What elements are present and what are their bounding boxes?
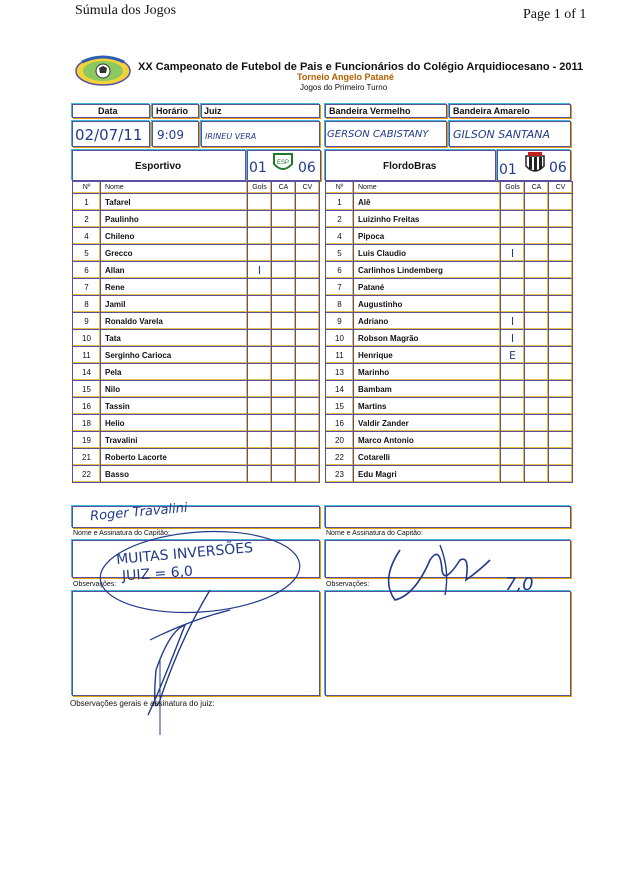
player-number: 10: [73, 330, 101, 347]
player-row: [73, 211, 320, 228]
player-name: Augustinho: [354, 296, 501, 313]
player-goals: [501, 228, 525, 245]
juiz-value: IRINEU VERA: [205, 132, 257, 141]
player-goals: [248, 296, 272, 313]
player-number: 16: [326, 415, 354, 432]
player-number: 9: [73, 313, 101, 330]
captain-right-signature-drawing: [370, 540, 550, 610]
player-name: Luizinho Freitas: [354, 211, 501, 228]
player-yellow-cards: [525, 296, 549, 313]
obs-right-handwriting: 7,0: [505, 574, 534, 595]
captain-left-signature: Roger Travalini: [89, 500, 189, 525]
player-goals: [248, 398, 272, 415]
player-number: 4: [73, 228, 101, 245]
player-yellow-cards: [272, 466, 296, 483]
player-yellow-cards: [272, 194, 296, 211]
player-name: Ronaldo Varela: [101, 313, 248, 330]
player-number: 14: [326, 381, 354, 398]
player-name: Tata: [101, 330, 248, 347]
data-value: 02/07/11: [75, 126, 143, 144]
player-yellow-cards: [525, 279, 549, 296]
player-name: Cotarelli: [354, 449, 501, 466]
player-goals: [248, 313, 272, 330]
player-yellow-cards: [525, 432, 549, 449]
player-goals: [501, 279, 525, 296]
page-header-left: Súmula dos Jogos: [75, 3, 177, 18]
player-row: [326, 381, 573, 398]
player-row: [73, 296, 320, 313]
player-goals: [248, 449, 272, 466]
player-yellow-cards: [272, 449, 296, 466]
player-red-cards: [296, 415, 320, 432]
player-row: [326, 228, 573, 245]
player-number: 4: [326, 228, 354, 245]
player-yellow-cards: [272, 415, 296, 432]
player-number: 22: [326, 449, 354, 466]
player-number: 5: [326, 245, 354, 262]
player-name: Marco Antonio: [354, 432, 501, 449]
data-label: Data: [98, 106, 118, 116]
player-red-cards: [296, 466, 320, 483]
player-number: 7: [73, 279, 101, 296]
player-goals: [501, 296, 525, 313]
bandeira-amarelo-value: GILSON SANTANA: [453, 128, 550, 141]
player-number: 2: [73, 211, 101, 228]
player-row: [73, 228, 320, 245]
player-name: Paulinho: [101, 211, 248, 228]
player-name: Pipoca: [354, 228, 501, 245]
player-red-cards: [549, 279, 573, 296]
player-number: 6: [73, 262, 101, 279]
roster-header-row: [326, 182, 573, 194]
roster-left-table: [72, 181, 320, 483]
player-number: 10: [326, 330, 354, 347]
captain-right-label: Nome e Assinatura do Capitão:: [326, 530, 423, 537]
player-row: [326, 330, 573, 347]
player-goals: [501, 398, 525, 415]
player-number: 8: [326, 296, 354, 313]
player-red-cards: [549, 381, 573, 398]
player-yellow-cards: [525, 228, 549, 245]
player-red-cards: [296, 194, 320, 211]
player-goals: [501, 466, 525, 483]
player-row: [73, 279, 320, 296]
player-red-cards: [296, 398, 320, 415]
player-name: Pela: [101, 364, 248, 381]
player-name: Tafarel: [101, 194, 248, 211]
player-name: Roberto Lacorte: [101, 449, 248, 466]
player-red-cards: [296, 279, 320, 296]
player-goals: I: [501, 330, 525, 347]
column-header-ca: CA: [525, 182, 549, 194]
player-yellow-cards: [525, 245, 549, 262]
player-number: 1: [73, 194, 101, 211]
player-row: [326, 262, 573, 279]
player-name: Serginho Carioca: [101, 347, 248, 364]
player-row: [73, 415, 320, 432]
player-yellow-cards: [272, 432, 296, 449]
player-number: 9: [326, 313, 354, 330]
player-name: Edu Magri: [354, 466, 501, 483]
juiz-label: Juiz: [204, 106, 222, 116]
player-row: [326, 415, 573, 432]
player-goals: [501, 415, 525, 432]
player-name: Travalini: [101, 432, 248, 449]
player-yellow-cards: [272, 364, 296, 381]
player-number: 16: [73, 398, 101, 415]
bandeira-vermelho-label: Bandeira Vermelho: [329, 106, 411, 116]
player-row: [326, 398, 573, 415]
player-red-cards: [549, 347, 573, 364]
player-red-cards: [549, 398, 573, 415]
player-name: Helio: [101, 415, 248, 432]
player-goals: [248, 381, 272, 398]
general-obs-label: Observações gerais e assinatura do juiz:: [70, 699, 215, 708]
player-goals: [248, 228, 272, 245]
player-row: [73, 381, 320, 398]
player-goals: [248, 211, 272, 228]
player-name: Robson Magrão: [354, 330, 501, 347]
player-yellow-cards: [525, 211, 549, 228]
horario-label: Horário: [156, 106, 189, 116]
player-number: 15: [326, 398, 354, 415]
player-number: 14: [73, 364, 101, 381]
captain-right-box: [325, 506, 571, 528]
player-row: [326, 211, 573, 228]
player-name: Valdir Zander: [354, 415, 501, 432]
player-name: Patané: [354, 279, 501, 296]
player-red-cards: [296, 432, 320, 449]
player-yellow-cards: [272, 245, 296, 262]
player-row: [73, 262, 320, 279]
player-number: 23: [326, 466, 354, 483]
roster-right-table: [325, 181, 573, 483]
player-row: [326, 466, 573, 483]
player-number: 11: [73, 347, 101, 364]
player-row: [73, 449, 320, 466]
player-goals: [248, 415, 272, 432]
horario-value: 9:09: [157, 128, 184, 142]
player-name: Chileno: [101, 228, 248, 245]
player-name: Tassin: [101, 398, 248, 415]
player-goals: [248, 347, 272, 364]
player-row: [326, 245, 573, 262]
player-red-cards: [296, 381, 320, 398]
title-line-2: Torneio Angelo Patané: [297, 72, 395, 82]
player-yellow-cards: [525, 194, 549, 211]
player-row: [73, 364, 320, 381]
player-row: [73, 330, 320, 347]
column-header-name: Nome: [101, 182, 248, 194]
player-goals: [501, 211, 525, 228]
player-row: [326, 432, 573, 449]
player-goals: [248, 194, 272, 211]
player-row: [73, 466, 320, 483]
player-red-cards: [549, 415, 573, 432]
player-name: Martins: [354, 398, 501, 415]
player-row: [73, 245, 320, 262]
player-number: 1: [326, 194, 354, 211]
tournament-logo: [74, 54, 132, 86]
player-goals: [248, 432, 272, 449]
player-row: [73, 398, 320, 415]
player-row: [326, 364, 573, 381]
player-goals: E: [501, 347, 525, 364]
player-goals: I: [501, 245, 525, 262]
player-yellow-cards: [525, 330, 549, 347]
page-header-right: Page 1 of 1: [523, 7, 587, 22]
player-row: [326, 296, 573, 313]
player-red-cards: [549, 296, 573, 313]
bandeira-vermelho-value: GERSON CABISTANY: [327, 129, 429, 140]
player-row: [326, 279, 573, 296]
player-red-cards: [296, 449, 320, 466]
player-name: Carlinhos Lindemberg: [354, 262, 501, 279]
player-red-cards: [296, 364, 320, 381]
player-yellow-cards: [272, 330, 296, 347]
player-goals: [501, 449, 525, 466]
player-yellow-cards: [272, 211, 296, 228]
player-yellow-cards: [525, 313, 549, 330]
player-number: 21: [73, 449, 101, 466]
column-header-gols: Gols: [501, 182, 525, 194]
player-goals: [248, 364, 272, 381]
player-number: 20: [326, 432, 354, 449]
player-red-cards: [549, 449, 573, 466]
player-number: 18: [73, 415, 101, 432]
player-goals: [248, 466, 272, 483]
player-goals: [501, 364, 525, 381]
player-yellow-cards: [272, 279, 296, 296]
title-line-1: XX Campeonato de Futebol de Pais e Funcionários do Colégio Arquidiocesano - 2011: [138, 61, 584, 73]
player-name: Henrique: [354, 347, 501, 364]
player-goals: [248, 330, 272, 347]
player-red-cards: [549, 466, 573, 483]
column-header-ca: CA: [272, 182, 296, 194]
player-red-cards: [549, 194, 573, 211]
player-yellow-cards: [525, 466, 549, 483]
player-red-cards: [549, 330, 573, 347]
player-red-cards: [296, 330, 320, 347]
player-number: 22: [73, 466, 101, 483]
player-goals: [501, 262, 525, 279]
player-red-cards: [549, 211, 573, 228]
player-red-cards: [549, 313, 573, 330]
player-yellow-cards: [272, 381, 296, 398]
player-number: 8: [73, 296, 101, 313]
player-row: [73, 347, 320, 364]
player-name: Adriano: [354, 313, 501, 330]
player-goals: [248, 279, 272, 296]
player-number: 6: [326, 262, 354, 279]
player-yellow-cards: [272, 262, 296, 279]
player-row: [326, 347, 573, 364]
player-red-cards: [296, 245, 320, 262]
bandeira-amarelo-label: Bandeira Amarelo: [453, 106, 530, 116]
player-red-cards: [549, 262, 573, 279]
team-right-name: FlordoBras: [383, 161, 437, 172]
player-red-cards: [296, 228, 320, 245]
player-yellow-cards: [272, 398, 296, 415]
player-number: 15: [73, 381, 101, 398]
player-number: 5: [73, 245, 101, 262]
captain-left-label: Nome e Assinatura do Capitão:: [73, 530, 170, 537]
player-yellow-cards: [525, 364, 549, 381]
player-row: [326, 313, 573, 330]
player-red-cards: [296, 296, 320, 313]
player-yellow-cards: [525, 415, 549, 432]
player-yellow-cards: [272, 347, 296, 364]
column-header-gols: Gols: [248, 182, 272, 194]
player-red-cards: [549, 364, 573, 381]
player-number: 7: [326, 279, 354, 296]
player-red-cards: [296, 262, 320, 279]
player-yellow-cards: [525, 381, 549, 398]
player-name: Grecco: [101, 245, 248, 262]
player-goals: I: [248, 262, 272, 279]
player-number: 2: [326, 211, 354, 228]
player-yellow-cards: [525, 262, 549, 279]
player-name: Marinho: [354, 364, 501, 381]
esportivo-crest-icon: [272, 152, 294, 174]
player-goals: [501, 432, 525, 449]
player-row: [73, 432, 320, 449]
player-goals: [248, 245, 272, 262]
player-name: Rene: [101, 279, 248, 296]
player-name: Alê: [354, 194, 501, 211]
player-name: Bambam: [354, 381, 501, 398]
player-row: [73, 194, 320, 211]
player-yellow-cards: [272, 228, 296, 245]
column-header-cv: CV: [296, 182, 320, 194]
column-header-name: Nome: [354, 182, 501, 194]
player-yellow-cards: [272, 296, 296, 313]
team-right-score-left: 01: [499, 162, 517, 178]
team-left-score-left: 01: [249, 160, 267, 176]
obs-left-handwriting-1: MUITAS INVERSÕES: [115, 540, 254, 568]
obs-left-handwriting-2: JUIZ = 6,0: [121, 563, 194, 585]
team-right-score-right: 06: [549, 160, 567, 176]
player-yellow-cards: [525, 347, 549, 364]
title-line-3: Jogos do Primeiro Turno: [300, 83, 388, 92]
player-row: [73, 313, 320, 330]
team-left-name: Esportivo: [135, 161, 182, 172]
column-header-num: Nº: [326, 182, 354, 194]
player-red-cards: [296, 211, 320, 228]
player-red-cards: [549, 432, 573, 449]
flordobras-crest-icon: [524, 152, 546, 176]
player-red-cards: [549, 228, 573, 245]
player-yellow-cards: [525, 398, 549, 415]
player-goals: [501, 381, 525, 398]
player-yellow-cards: [272, 313, 296, 330]
player-row: [326, 194, 573, 211]
player-name: Luis Claudio: [354, 245, 501, 262]
obs-right-label: Observações:: [326, 581, 370, 588]
team-left-score-right: 06: [298, 160, 316, 176]
player-number: 13: [326, 364, 354, 381]
player-name: Jamil: [101, 296, 248, 313]
svg-text:ESP: ESP: [277, 160, 290, 166]
player-goals: [501, 194, 525, 211]
player-number: 11: [326, 347, 354, 364]
player-name: Basso: [101, 466, 248, 483]
player-red-cards: [549, 245, 573, 262]
player-name: Nilo: [101, 381, 248, 398]
column-header-cv: CV: [549, 182, 573, 194]
player-number: 19: [73, 432, 101, 449]
roster-header-row: [73, 182, 320, 194]
player-name: Allan: [101, 262, 248, 279]
player-red-cards: [296, 313, 320, 330]
column-header-num: Nº: [73, 182, 101, 194]
player-red-cards: [296, 347, 320, 364]
obs-left-label: Observações:: [73, 581, 117, 588]
player-goals: I: [501, 313, 525, 330]
player-yellow-cards: [525, 449, 549, 466]
player-row: [326, 449, 573, 466]
